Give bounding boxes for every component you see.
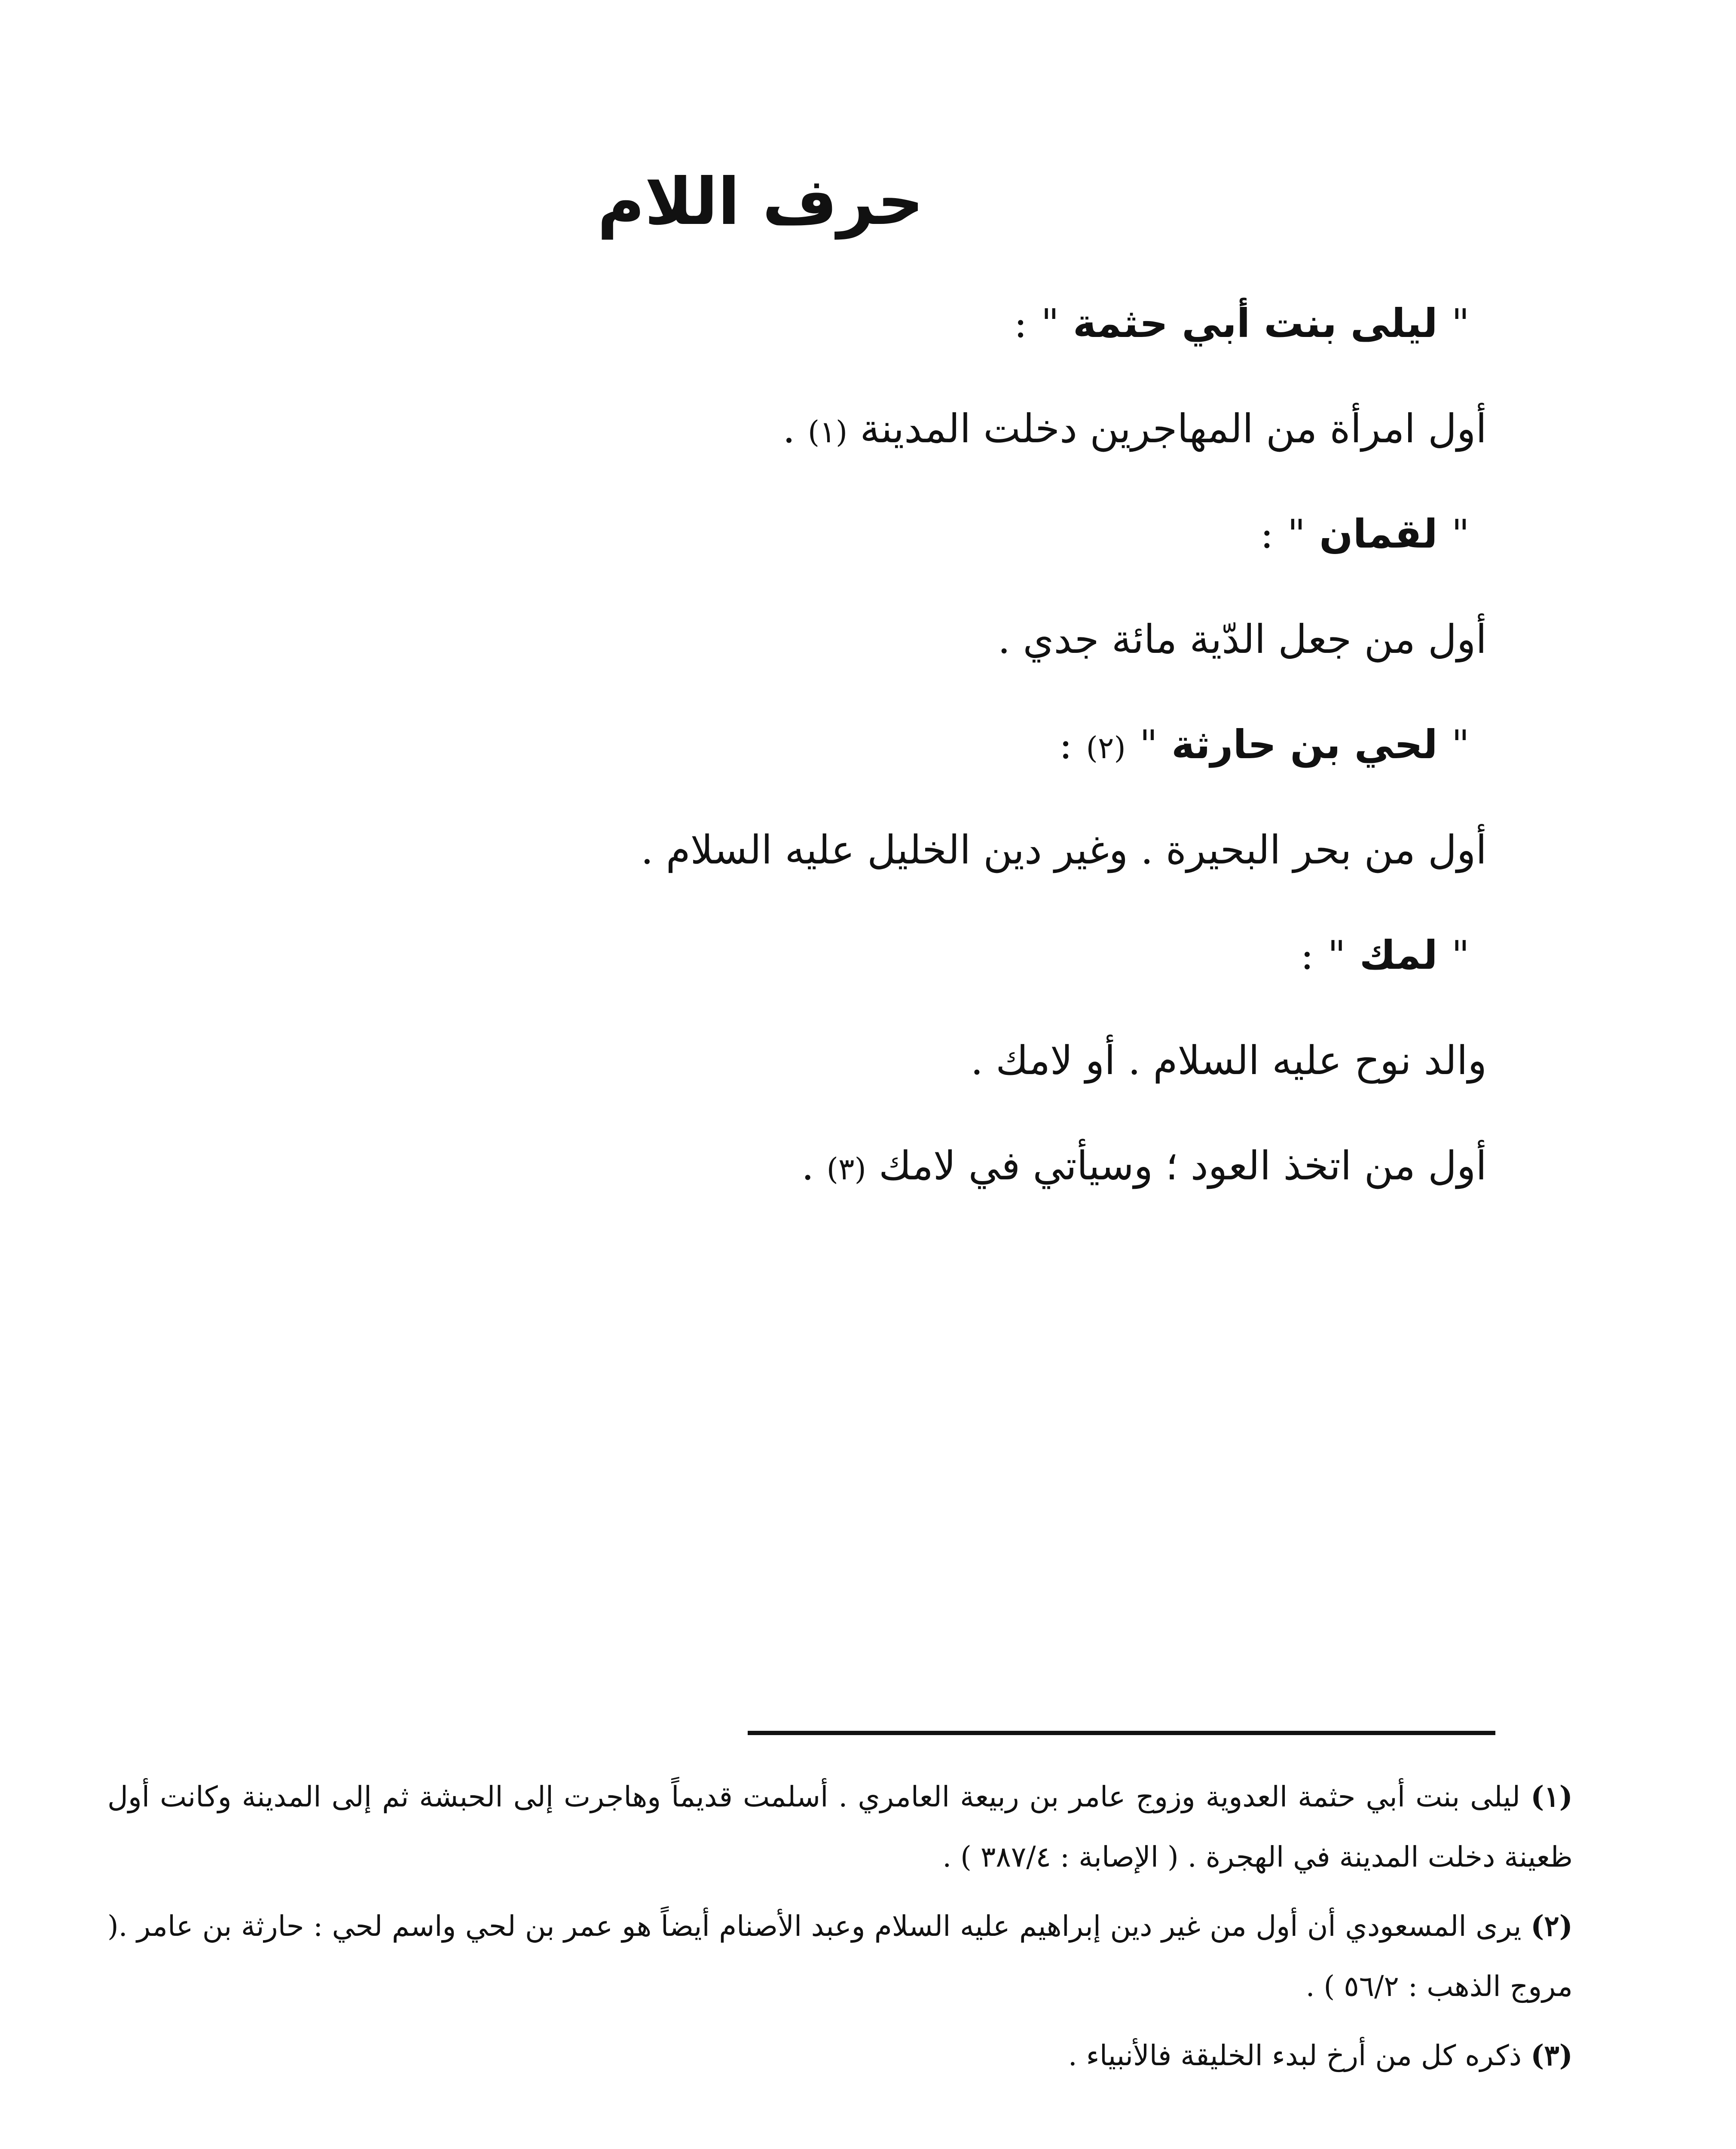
close-quote: "	[1287, 511, 1306, 557]
entry-name: ليلى بنت أبي حثمة	[1073, 300, 1438, 346]
entry-text-body: أول من بحر البحيرة . وغير دين الخليل عليه السلام .	[641, 827, 1487, 873]
entry-text-end: .	[782, 406, 795, 452]
footnote-text: ليلى بنت أبي حثمة العدوية وزوج عامر بن ربيعة العامري . أسلمت قديماً وهاجرت إلى الحبشة ثم إلى المدينة وكانت أول ظعينة دخلت المدينة في الهجرة . ( الإصابة : ٣٨٧/٤ ) .	[107, 1780, 1573, 1873]
footnote-number: (٢)	[1531, 1909, 1573, 1943]
close-quote: "	[1139, 722, 1158, 768]
entry-text-body: أول من اتخذ العود ؛ وسيأتي في لامك	[879, 1143, 1487, 1189]
footnote-separator	[748, 1731, 1495, 1735]
footnote-number: (٣)	[1531, 2039, 1573, 2072]
close-quote: "	[1327, 932, 1346, 978]
entry-name: لقمان	[1319, 511, 1438, 557]
entry-text	[327, 1139, 1487, 1244]
footnote-ref: (١)	[807, 414, 848, 450]
entry-text-end: .	[801, 1143, 814, 1189]
entry-text-body: والد نوح عليه السلام . أو لامك .	[970, 1038, 1487, 1084]
open-quote: "	[1451, 511, 1470, 557]
entry-text	[327, 612, 1487, 718]
entry-name: لمك	[1359, 932, 1438, 978]
open-quote: "	[1451, 932, 1470, 978]
footnote-text: ذكره كل من أرخ لبدء الخليقة فالأنبياء .	[1068, 2039, 1522, 2072]
entry-heading	[327, 718, 1487, 823]
footnote	[107, 1766, 1573, 1887]
entry-text	[327, 823, 1487, 928]
footnote-ref: (٣)	[826, 1151, 866, 1187]
chapter-title: حرف اللام	[597, 165, 924, 239]
entry-heading	[327, 297, 1487, 402]
colon: :	[1014, 300, 1027, 346]
colon: :	[1260, 511, 1274, 557]
entry-text	[327, 402, 1487, 507]
entry-heading	[327, 507, 1487, 612]
footnote	[107, 1896, 1573, 2017]
open-quote: "	[1451, 300, 1470, 346]
entry-name: لحي بن حارثة	[1171, 722, 1438, 768]
entry-heading	[327, 928, 1487, 1034]
colon: :	[1059, 722, 1073, 768]
close-quote: "	[1041, 300, 1059, 346]
colon: :	[1300, 932, 1314, 978]
footnote-text: يرى المسعودي أن أول من غير دين إبراهيم عليه السلام وعبد الأصنام أيضاً هو عمر بن لحي واسم لحي : حارثة بن عامر .( مروج الذهب : ٥٦/٢ ) .	[107, 1910, 1573, 2003]
footnote-ref: (٢)	[1086, 730, 1126, 765]
entries-list	[327, 297, 1487, 1244]
entry-text	[327, 1034, 1487, 1139]
footnote-number: (١)	[1531, 1780, 1573, 1813]
open-quote: "	[1451, 722, 1470, 768]
entry-text-body: أول امرأة من المهاجرين دخلت المدينة	[860, 406, 1487, 452]
footnote	[107, 2025, 1573, 2086]
entry-text-body: أول من جعل الدّية مائة جدي .	[997, 616, 1487, 662]
footnotes-list	[107, 1766, 1573, 2094]
